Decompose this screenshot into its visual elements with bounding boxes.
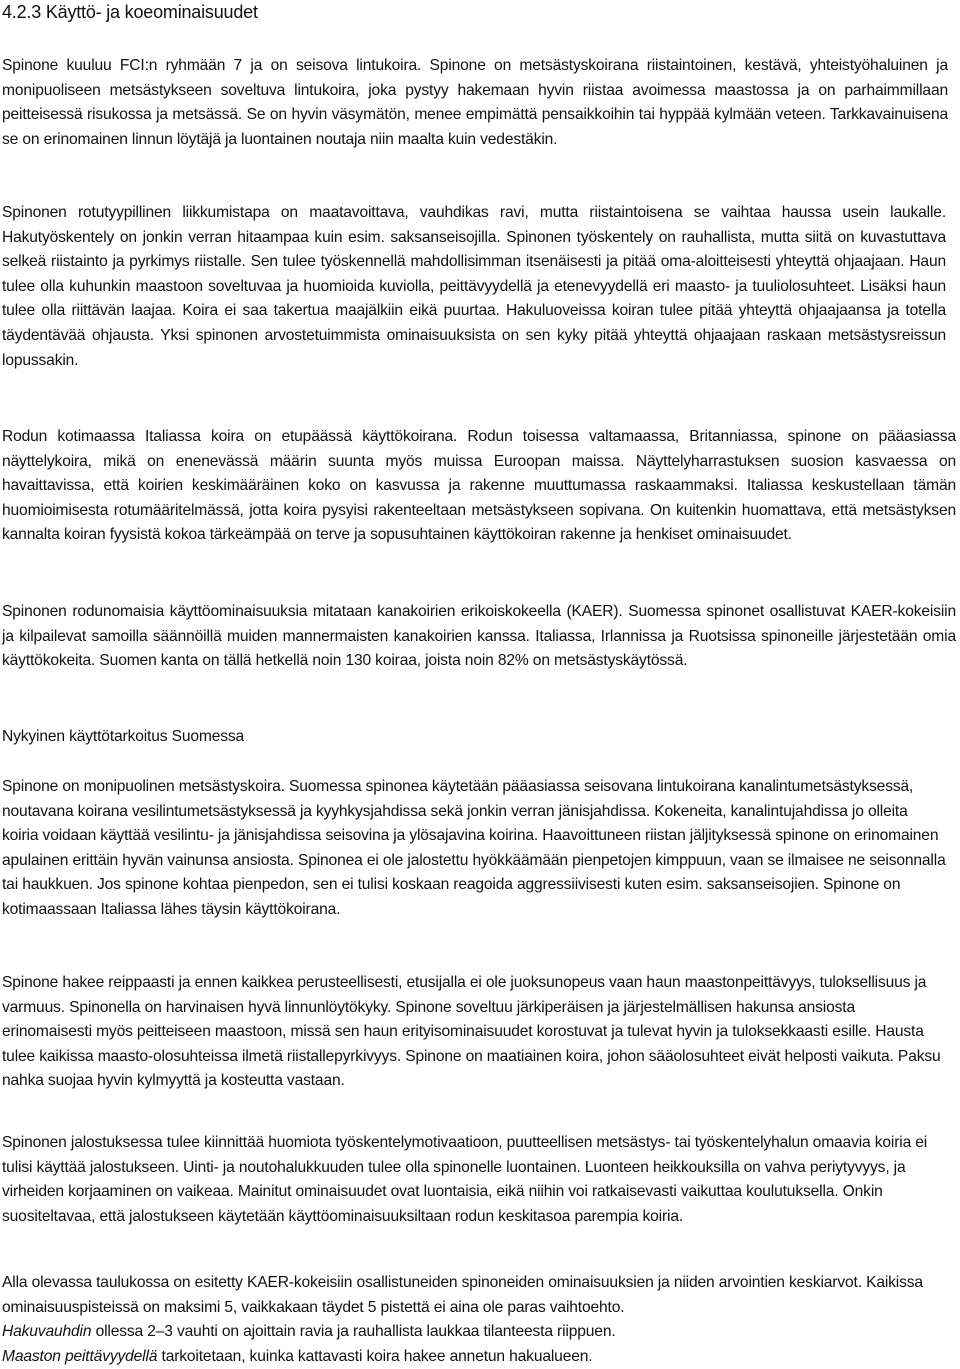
subheading: Nykyinen käyttötarkoitus Suomessa — [2, 728, 245, 745]
table-intro-block — [2, 1271, 946, 1369]
movement-paragraph: Spinonen rotutyypillinen liikkumistapa on maatavoittava, vauhdikas ravi, mutta riistaintoisena se vaihtaa haussa usein laukalle. Hakutyöskentely on jonkin verran hitaampaa kuin esim. saksanseisojilla. Spinonen työskentely on rauhallista, mutta siitä on kuvastuttava selkeä riistainto ja pyrkimys riistalle. Sen tulee työskennellä mahdollisimman itsenäisesti ja pitää oma-aloitteisesti yhteyttä ohjaajaan. Haun tulee olla kuhunkin maastoon soveltuvaa ja huomioida kuviolla, peittävyydellä ja etenevyydellä eri maasto- ja tuuliolosuhteet. Lisäksi haun tulee olla riittävän laajaa. Koira ei saa takertua maajälkiin eikä puurtaa. Hakuluoveissa koiran tulee pitää yhteyttä ohjaajaansa ja totella täydentävää ohjausta. Yksi spinonen arvostetuimmista ominaisuuksista on sen kyky pitää yhteyttä ohjaajaan raskaan metsästysreissun lopussakin. — [2, 204, 946, 369]
breeding-paragraph: Spinonen jalostuksessa tulee kiinnittää huomiota työskentelymotivaatioon, puutteellisen metsästys- tai työskentelyhalun omaavia koiria ei tulisi käyttää jalostukseen. Uinti- ja noutohalukkuuden tulee olla spinonelle luontainen. Luonteen heikkouksilla on vahva periytyvyys, ja virheiden korjaaminen on vaikeaa. Mainitut ominaisuudet ovat luontaisia, eikä niihin voi ratkaisevasti vaikuttaa koulutuksella. Onkin suositeltavaa, että jalostukseen käytetään käyttöominaisuuksiltaan rodun keskitasoa parempia koiria. — [2, 1134, 928, 1225]
section-heading: 4.2.3 Käyttö- ja koeominaisuudet — [2, 2, 258, 22]
intro-paragraph: Spinone kuuluu FCI:n ryhmään 7 ja on seisova lintukoira. Spinone on metsästyskoirana riistaintoinen, kestävä, yhteistyöhaluinen ja monipuoliseen metsästykseen soveltuva lintukoira, joka pystyy hakemaan hyvin riistaa avoimessa maastossa ja on parhaimmillaan peitteisessä risukossa ja metsässä. Se on hyvin väsymätön, menee empimättä pensaikkoihin tai hyppää kylmään veteen. Tarkkavainuisena se on erinomainen linnun löytäjä ja luontainen noutaja niin maalta kuin vedestäkin. — [2, 57, 948, 148]
homeland-paragraph: Rodun kotimaassa Italiassa koira on etupäässä käyttökoiranа. Rodun toisessa valtamaassa, Britanniassa, spinone on pääasiassa näyttelykoira, mikä on enenevässä määrin suunta myös muissa Euroopan maissa. Näyttelyharrastuksen suosion kasvaessa on havaittavissa, että koirien keskimääräinen koko on kasvussa ja rakenne muuttumassa raskaammaksi. Italiassa keskustellaan tämän huomioimisesta rotumääritelmässä, jotta koira pysyisi rakenteeltaan metsästykseen sopivana. On kuitenkin huomattava, että metsästyksen kannalta koiran fyysistä kokoa tärkeämpää on terve ja sopusuhtainen käyttökoiran rakenne ja henkiset ominaisuudet. — [2, 428, 956, 544]
use-paragraph: Spinone on monipuolinen metsästyskoira. Suomessa spinonea käytetään pääasiassa seisovana lintukoirana kanalintumetsästyksessä, noutavana koirana vesilintumetsästyksessä ja kyyhkysjahdissa sekä jonkin verran jänisjahdissa. Kokeneita, kanalintujahdissa jo olleita koiria voidaan käyttää vesilintu- ja jänisjahdissa seisovina ja ylösajavina koirina. Haavoittuneen riistan jäljityksessä spinone on erinomainen apulainen erittäin hyvän vainunsa ansiosta. Spinonea ei ole jalostettu hyökkäämään pienpetojen kimppuun, vaan se ilmaisee ne seisonnallа tai haukkuen. Jos spinone kohtaa pienpedon, sen ei tulisi koskaan reagoida aggressiivisesti kuten esim. saksanseisojien. Spinone on kotimaassaan Italiassa lähes täysin käyttökoirana. — [2, 778, 946, 918]
term-hakuvauhti: Hakuvauhdin — [2, 1323, 92, 1341]
work-paragraph: Spinone hakee reippaasti ja ennen kaikkea perusteellisesti, etusijalla ei ole juoksunopeus vaan haun maastonpeittävyys, tuloksellisuus ja varmuus. Spinonella on harvinaisen hyvä linnunlöytökyky. Spinone soveltuu järkiperäisen ja järjestelmällisen hakunsa ansiosta erinomaisesti myös peitteiseen maastoon, missä sen haun erityisominaisuudet korostuvat ja tulevat hyvin ja tuloksekkaasti esille. Hausta tulee kaikissa maasto-olosuhteissa ilmetä riistallepyrkivyys. Spinone on maatiainen koira, johon sääolosuhteet eivät helposti vaikuta. Paksu nahka suojaa hyvin kylmyyttä ja kosteutta vastaan. — [2, 974, 941, 1090]
term-maaston-peittavyys: Maaston peittävyydellä — [2, 1347, 158, 1365]
kaer-paragraph: Spinonen rodunomaisia käyttöominaisuuksia mitataan kanakoirien erikoiskokeella (KAER). Suomessa spinonet osallistuvat KAER-kokeisiin ja kilpailevat samoilla säännöillä muiden mannermaisten kanakoirien kanssa. Italiassa, Irlannissa ja Ruotsissa spinoneille järjestetään omia käyttökokeita. Suomen kanta on tällä hetkellä noin 130 koiraa, joista noin 82% on metsästyskäytössä. — [2, 603, 956, 670]
table-intro-text: Alla olevassa taulukossa on esitetty KAER-kokeisiin osallistuneiden spinoneiden ominaisuuksien ja niiden arvointien keskiarvot. Kaikissa ominaisuuspisteissä on maksimi 5, vaikkakaan täydet 5 pistettä ei aina ole paras vaihtoehto. — [2, 1274, 923, 1316]
term-maaston-peittavyys-definition: tarkoitetaan, kuinka kattavasti koira hakee annetun hakualueen. — [157, 1347, 593, 1365]
term-hakuvauhti-definition: ollessa 2–3 vauhti on ajoittain ravia ja rauhallista laukkaa tilanteesta riippuen. — [91, 1323, 616, 1341]
